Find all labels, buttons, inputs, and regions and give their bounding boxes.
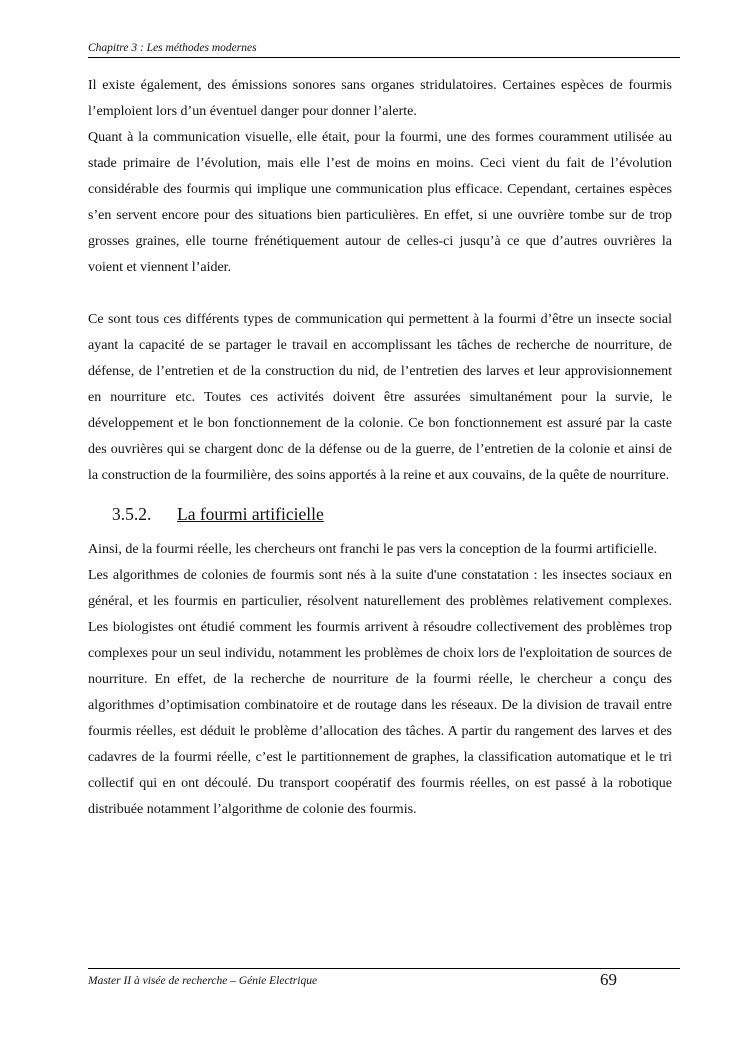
- paragraph-sonic-emissions: Il existe également, des émissions sonores sans organes stridulatoires. Certaines espèces de fourmis l’emploient lors d’un éventuel danger pour donner l’alerte.: [88, 78, 672, 119]
- running-footer: [88, 968, 680, 997]
- paragraph-artificial-ant-intro: Ainsi, de la fourmi réelle, les chercheurs ont franchi le pas vers la conception de la fourmi artificielle.: [88, 542, 658, 557]
- running-header: [88, 42, 680, 58]
- page-number: 69: [600, 970, 617, 989]
- paragraph-social-insect: Ce sont tous ces différents types de communication qui permettent à la fourmi d’être un insecte social ayant la capacité de se partager le travail en accomplissant les tâches de recherche de nourriture, de défense, de l’entretien et de la construction du nid, de l’entretien des larves et leur approvisionnement en nourriture etc. Toutes ces activités doivent être assurées simultanément pour la survie, le développement et le bon fonctionnement de la colonie. Ce bon fonctionnement est assuré par la caste des ouvrières qui se chargent donc de la défense ou de la guerre, de l’entretien de la colonie et ainsi de la construction de la fourmilière, des soins apportés à la reine et aux couvains, de la quête de nourriture.: [88, 312, 672, 483]
- section-heading: [112, 499, 672, 529]
- footer-text: Master II à visée de recherche – Génie Electrique: [88, 975, 318, 987]
- section-number: 3.5.2.: [112, 504, 152, 524]
- paragraph-visual-communication: Quant à la communication visuelle, elle était, pour la fourmi, une des formes couramment utilisée au stade primaire de l’évolution, mais elle l’est de moins en moins. Ceci vient du fait de l’évolution considérable des fourmis qui implique une communication plus efficace. Cependant, certaines espèces s’en servent encore pour des situations bien particulières. En effet, si une ouvrière tombe sur de trop grosses graines, elle tourne frénétiquement autour de celles-ci jusqu’à ce que d’autres ouvrières la voient et viennent l’aider.: [88, 130, 672, 275]
- section-title: La fourmi artificielle: [177, 504, 324, 524]
- page-body: [88, 73, 672, 823]
- paragraph-ant-colony-algorithms: Les algorithmes de colonies de fourmis sont nés à la suite d'une constatation : les insectes sociaux en général, et les fourmis en particulier, résolvent naturellement des problèmes relativement complexes. Les biologistes ont étudié comment les fourmis arrivent à résoudre collectivement des problèmes trop complexes pour un seul individu, notamment les problèmes de choix lors de l'exploitation de sources de nourriture. En effet, de la recherche de nourriture de la fourmi réelle, le chercheur a conçu des algorithmes d’optimisation combinatoire et de routage dans les réseaux. De la division de travail entre fourmis réelles, est déduit le problème d’allocation des tâches. A partir du rangement des larves et des cadavres de la fourmi réelle, c’est le partitionnement de graphes, la classification automatique et le tri collectif qui en ont découlé. Du transport coopératif des fourmis réelles, on est passé à la robotique distribuée notamment l’algorithme de colonie des fourmis.: [88, 568, 672, 817]
- chapter-title: Chapitre 3 : Les méthodes modernes: [88, 42, 257, 54]
